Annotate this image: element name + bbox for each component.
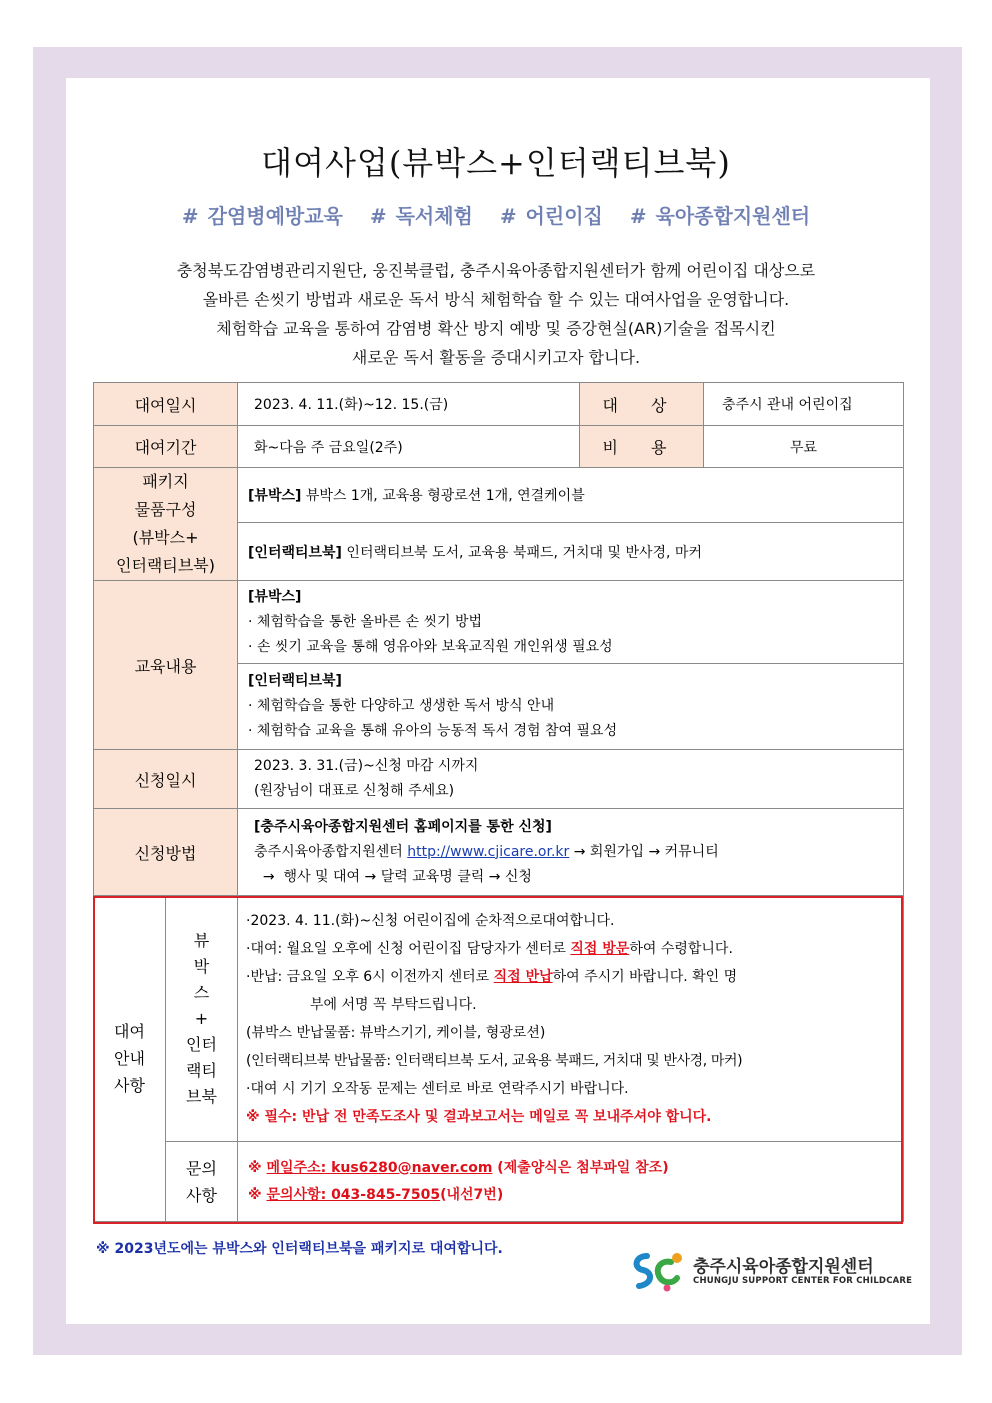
info-table bbox=[93, 382, 904, 1222]
rental-period-value: 화~다음 주 금요일(2주) bbox=[238, 426, 580, 468]
education-interactive-book: [인터랙티브북] · 체험학습을 통한 다양하고 생생한 독서 방식 안내 · 체험학습 교육을 통해 유아의 능동적 독서 경험 참여 필요성 bbox=[238, 664, 904, 750]
page-title: 대여사업(뷰박스+인터랙티브북) bbox=[261, 144, 731, 182]
hashtag-row bbox=[0, 200, 992, 229]
package-row-interactive-book: [인터랙티브북] 인터랙티브북 도서, 교육용 북패드, 거치대 및 반사경, 마커 bbox=[238, 523, 904, 581]
phone-number: 문의사항: 043-845-7505 bbox=[266, 1186, 441, 1203]
apply-date-label: 신청일시 bbox=[94, 750, 238, 809]
intro-line: 체험학습 교육을 통하여 감염병 확산 방지 예방 및 증강현실(AR)기술을 접목시킨 bbox=[216, 319, 776, 338]
contact-content: ※ 메일주소: kus6280@naver.com (제출양식은 첨부파일 참조) ※ 문의사항: 043-845-7505(내선7번) bbox=[238, 1142, 904, 1222]
intro-line: 올바른 손씻기 방법과 새로운 독서 방식 체험학습 할 수 있는 대여사업을 운영합니다. bbox=[202, 290, 790, 309]
center-logo-icon bbox=[627, 1250, 689, 1292]
rental-date-value: 2023. 4. 11.(화)~12. 15.(금) bbox=[238, 383, 580, 426]
hashtag: # 어린이집 bbox=[499, 204, 603, 228]
contact-label: 문의 사항 bbox=[166, 1142, 238, 1222]
apply-method-value: [충주시육아종합지원센터 홈페이지를 통한 신청] 충주시육아종합지원센터 http://www.cjicare.or.kr → 회원가입 → 커뮤니티 → 행사 및 대여 → 달력 교육명 클릭 → 신청 bbox=[238, 809, 904, 896]
cost-label: 비 용 bbox=[580, 426, 704, 468]
education-label: 교육내용 bbox=[94, 581, 238, 750]
education-viewbox: [뷰박스] · 체험학습을 통한 올바른 손 씻기 방법 · 손 씻기 교육을 통해 영유아와 보육교직원 개인위생 필요성 bbox=[238, 581, 904, 664]
package-row-viewbox: [뷰박스] 뷰박스 1개, 교육용 형광로션 1개, 연결케이블 bbox=[238, 468, 904, 523]
intro-line: 충청북도감염병관리지원단, 웅진북클럽, 충주시육아종합지원센터가 함께 어린이집 대상으로 bbox=[176, 261, 816, 280]
footer-note: ※ 2023년도에는 뷰박스와 인터랙티브북을 패키지로 대여합니다. bbox=[96, 1241, 503, 1257]
apply-date-value: 2023. 3. 31.(금)~신청 마감 시까지 (원장님이 대표로 신청해 주세요) bbox=[238, 750, 904, 809]
center-name-en: CHUNGJU SUPPORT CENTER FOR CHILDCARE bbox=[693, 1276, 913, 1286]
center-logo bbox=[627, 1250, 913, 1295]
intro-paragraph bbox=[90, 256, 902, 372]
cost-value: 무료 bbox=[704, 426, 904, 468]
target-value: 충주시 관내 어린이집 bbox=[704, 383, 904, 426]
guide-label: 대여 안내 사항 bbox=[94, 896, 166, 1222]
hashtag: # 감염병예방교육 bbox=[181, 204, 343, 228]
target-label: 대 상 bbox=[580, 383, 704, 426]
hashtag: # 육아종합지원센터 bbox=[629, 204, 811, 228]
email-address[interactable]: 메일주소: kus6280@naver.com bbox=[266, 1159, 493, 1176]
guide-content: ·2023. 4. 11.(화)~신청 어린이집에 순차적으로대여합니다. ·대여: 월요일 오후에 신청 어린이집 담당자가 센터로 직접 방문하여 수령합니다. ·반납: 금요일 오후 6시 이전까지 센터로 직접 반납하여 주시기 바랍니다. 확인 명 부에 서명 꼭 부탁드립니다. (뷰박스 반납물품: 뷰박스기기, 케이블, 형광로션) (인터랙티브북 반납물품: 인터랙티브북 도서, 교육용 북패드, 거치대 및 반사경, 마커) ·대여 시 기기 오작동 문제는 센터로 바로 연락주시기 바랍니다. ※ 필수: 반납 전 만족도조사 및 결과보고서는 메일로 꼭 보내주셔야 합니다. bbox=[238, 896, 904, 1142]
guide-sub-label: 뷰 박 스 + 인터 랙티 브북 bbox=[166, 896, 238, 1142]
rental-date-label: 대여일시 bbox=[94, 383, 238, 426]
package-label: 패키지 물품구성 (뷰박스+ 인터랙티브북) bbox=[94, 468, 238, 581]
center-name: 충주시육아종합지원센터 bbox=[693, 1257, 874, 1277]
rental-period-label: 대여기간 bbox=[94, 426, 238, 468]
hashtag: # 독서체험 bbox=[369, 204, 473, 228]
homepage-link[interactable]: http://www.cjicare.or.kr bbox=[407, 843, 570, 860]
intro-line: 새로운 독서 활동을 증대시키고자 합니다. bbox=[351, 348, 641, 367]
apply-method-label: 신청방법 bbox=[94, 809, 238, 896]
